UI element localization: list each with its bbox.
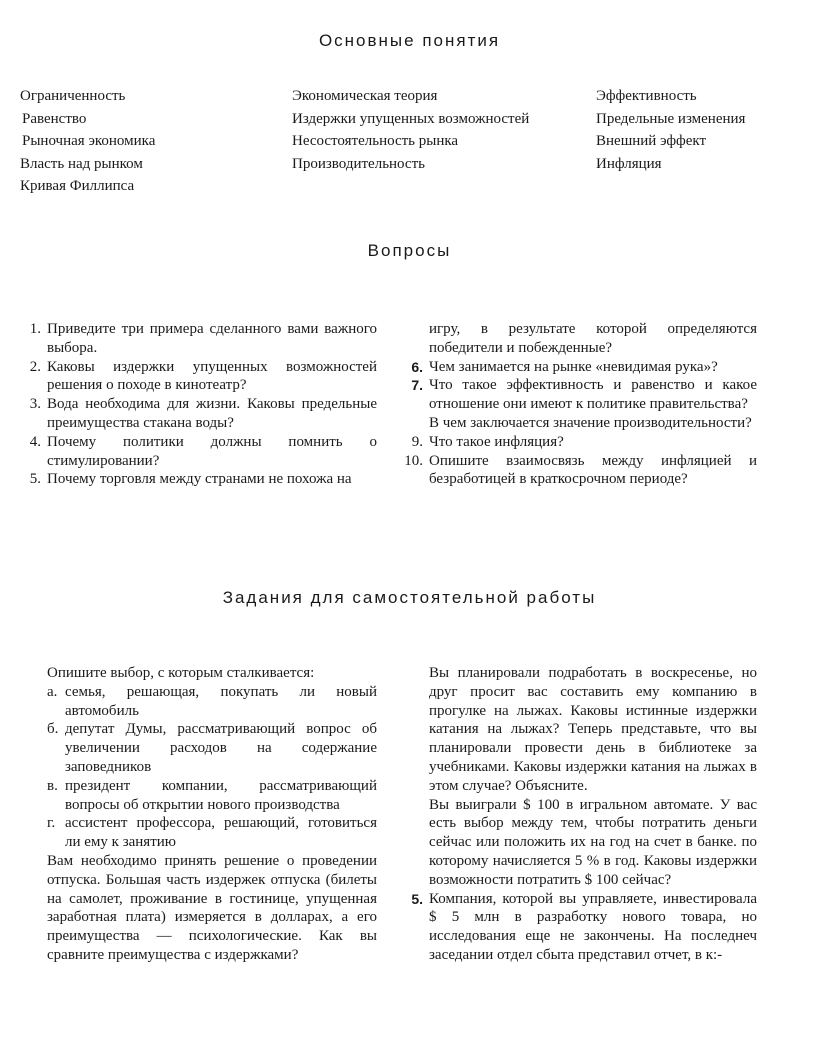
question-text: Что такое инфляция?	[429, 433, 564, 450]
subitem-text: президент компании, рассматривающий вопросы об открытии нового производства	[65, 777, 377, 813]
concept-term: Издержки упущенных возможностей	[292, 110, 530, 127]
task-paragraph: Вы планировали подработать в воскресенье, но друг просит вас составить ему компанию в прогулке на лыжах. Каковы истинные издержки катания на лыжах? Теперь представьте, что вы планировали провести день в библиотеке за учебниками. Каковы издержки катания на лыжах в этом случае? Объясните.	[429, 665, 757, 794]
question-text: Почему политики должны помнить о стимулировании?	[47, 433, 377, 469]
question-item	[401, 433, 757, 452]
subitem-text: депутат Думы, рассматривающий вопрос об увеличении расходов на содержание заповедников	[65, 721, 377, 775]
question-item	[19, 470, 377, 489]
question-number: 3.	[29, 396, 41, 413]
task-subitem	[47, 720, 377, 776]
subitem-label: г.	[47, 815, 56, 832]
question-continuation: игру, в результате которой определяются победители и побежденные?	[429, 321, 757, 356]
concept-term: Несостоятельность рынка	[292, 133, 459, 149]
question-text: Что такое эффективность и равенство и какое отношение они имеют к политике правительства?	[429, 377, 757, 413]
subitem-label: а.	[47, 683, 58, 700]
concepts-col-2	[292, 85, 529, 175]
question-text: Чем занимается на рынке «невидимая рука»?	[429, 358, 718, 375]
concept-term: Инфляция	[596, 155, 662, 172]
questions-col-right	[401, 320, 757, 489]
task-item	[401, 890, 757, 965]
question-item	[19, 320, 377, 358]
task-subitem	[47, 683, 377, 721]
tasks-title: Задания для самостоятельной работы	[222, 588, 597, 607]
concepts-col-1	[20, 85, 155, 198]
question-item	[19, 395, 377, 433]
subitem-label: в.	[47, 777, 58, 794]
question-continuation: В чем заключается значение производительности?	[429, 414, 752, 431]
questions-title: Вопросы	[367, 241, 452, 260]
question-text: Почему торговля между странами не похожа на	[47, 471, 352, 488]
question-item	[401, 376, 757, 414]
question-item	[19, 433, 377, 471]
question-number: 4.	[29, 433, 41, 450]
question-item	[401, 452, 757, 490]
subitem-text: семья, решающая, покупать ли новый автомобиль	[65, 683, 377, 719]
question-item	[19, 358, 377, 396]
question-text: Вода необходима для жизни. Каковы предельные преимущества стакана воды?	[47, 396, 377, 431]
question-number: 10.	[404, 452, 423, 469]
question-text: Опишите взаимосвязь между инфляцией и безработицей в краткосрочном периоде?	[429, 452, 757, 488]
task-number: 5.	[411, 890, 423, 907]
task-paragraph: Вы выиграли $ 100 в игральном автомате. У вас есть выбор между тем, чтобы потратить деньги сейчас или положить их на год на счет в банке. по которому начисляется 5 % в год. Каковы издержки возможности потратить $ 100 сейчас?	[429, 796, 757, 888]
concept-term: Ограниченность	[20, 88, 126, 104]
question-text: Приведите три примера сделанного вами важного выбора.	[47, 321, 377, 356]
task-paragraph: Вам необходимо принять решение о проведении отпуска. Большая часть издержек отпуска (билеты на самолет, проживание в гостинице, упущенная заработная плата) измеряется в долларах, а его преимущества — психологические. Как вы сравните преимущества с издержками?	[47, 852, 377, 963]
question-text: Каковы издержки упущенных возможностей решения о походе в кинотеатр?	[47, 358, 377, 394]
concepts-col-3	[596, 85, 745, 175]
concept-term: Кривая Филлипса	[20, 178, 135, 194]
question-item	[401, 358, 757, 377]
concepts-title: Основные понятия	[318, 31, 501, 50]
concept-term: Равенство	[22, 110, 87, 127]
question-number: 6.	[411, 358, 423, 375]
task-intro: Опишите выбор, с которым сталкивается:	[47, 665, 315, 681]
concept-term: Власть над рынком	[20, 155, 143, 172]
question-number: 7.	[411, 377, 423, 394]
subitem-text: ассистент профессора, решающий, готовиться ли ему к занятию	[65, 815, 377, 851]
question-number: 2.	[29, 358, 41, 375]
task-text: Компания, которой вы управляете, инвестировала $ 5 млн в разработку нового товара, но исследования еще не закончены. На последнеч заседании отдел сбыта представил отчет, в к:-	[429, 890, 757, 963]
subitem-label: б.	[47, 721, 59, 738]
questions-col-left	[19, 320, 377, 489]
tasks-col-right	[401, 664, 757, 965]
concept-term: Рыночная экономика	[22, 133, 156, 149]
question-number: 1.	[29, 321, 41, 337]
concept-term: Экономическая теория	[292, 88, 438, 104]
question-number: 5.	[29, 471, 41, 488]
concept-term: Предельные изменения	[596, 110, 746, 127]
tasks-col-left	[47, 664, 377, 965]
concept-term: Производительность	[292, 155, 425, 172]
task-subitem	[47, 814, 377, 852]
concept-term: Внешний эффект	[596, 133, 707, 149]
question-number: 9.	[411, 433, 423, 450]
task-subitem	[47, 777, 377, 815]
concept-term: Эффективность	[596, 88, 697, 104]
